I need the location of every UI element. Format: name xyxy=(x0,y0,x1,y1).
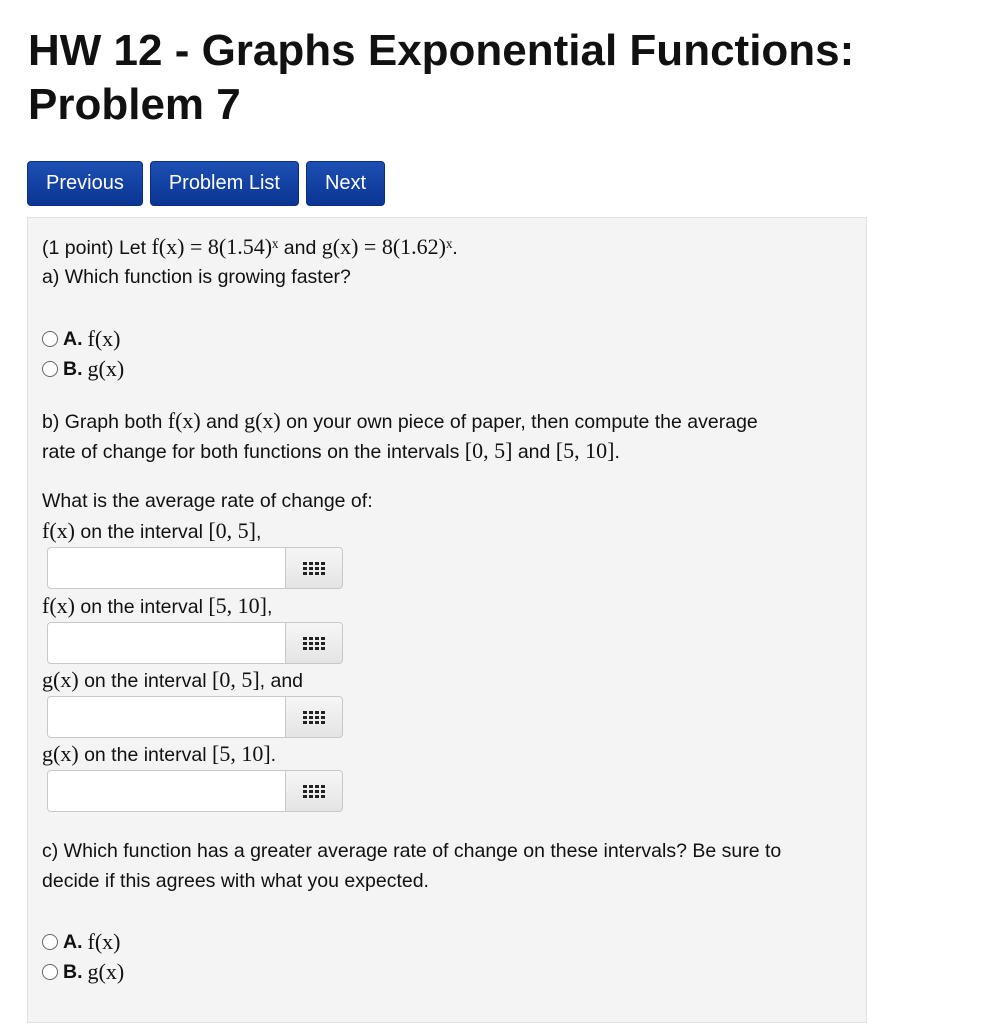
answer-group xyxy=(47,547,343,589)
problem-intro: (1 point) Let f(x) = 8(1.54)ˣ and g(x) = 8(1.62)ˣ. xyxy=(42,234,458,259)
part-c-choice-b[interactable]: B. g(x) xyxy=(42,957,124,987)
part-c-line-2: decide if this agrees with what you expected. xyxy=(42,870,429,892)
next-button[interactable]: Next xyxy=(306,161,385,206)
answer-input[interactable] xyxy=(47,696,285,738)
problem-panel xyxy=(27,217,867,1023)
grid-icon xyxy=(303,711,325,724)
radio-button[interactable] xyxy=(42,964,58,980)
f-definition: f(x) = 8(1.54)ˣ xyxy=(151,234,279,259)
answer-group xyxy=(47,770,343,812)
answer-group xyxy=(47,622,343,664)
part-c-line-1: c) Which function has a greater average rate of change on these intervals? Be sure to xyxy=(42,840,782,862)
part-a-choice-a[interactable]: A. f(x) xyxy=(42,324,120,354)
page-title: HW 12 - Graphs Exponential Functions: Problem 7 xyxy=(28,26,855,129)
answer-input[interactable] xyxy=(47,770,285,812)
part-a-choice-b[interactable]: B. g(x) xyxy=(42,354,124,384)
answer-input[interactable] xyxy=(47,547,285,589)
equation-editor-button[interactable] xyxy=(285,696,343,738)
answer-group xyxy=(47,696,343,738)
part-a-question: a) Which function is growing faster? xyxy=(42,266,351,288)
average-rate-prompt: What is the average rate of change of: xyxy=(42,490,373,512)
part-c-choice-a[interactable]: A. f(x) xyxy=(42,927,120,957)
question-label: f(x) on the interval [5, 10], xyxy=(42,593,273,618)
problem-nav xyxy=(27,161,385,206)
previous-button[interactable]: Previous xyxy=(27,161,143,206)
problem-list-button[interactable]: Problem List xyxy=(150,161,299,206)
equation-editor-button[interactable] xyxy=(285,547,343,589)
question-label: f(x) on the interval [0, 5], xyxy=(42,518,262,543)
radio-button[interactable] xyxy=(42,361,58,377)
equation-editor-button[interactable] xyxy=(285,622,343,664)
grid-icon xyxy=(303,562,325,575)
equation-editor-button[interactable] xyxy=(285,770,343,812)
question-label: g(x) on the interval [0, 5], and xyxy=(42,667,304,692)
radio-button[interactable] xyxy=(42,331,58,347)
part-b-line-1: b) Graph both f(x) and g(x) on your own piece of paper, then compute the average xyxy=(42,408,758,433)
grid-icon xyxy=(303,637,325,650)
grid-icon xyxy=(303,785,325,798)
g-definition: g(x) = 8(1.62)ˣ xyxy=(321,234,453,259)
answer-input[interactable] xyxy=(47,622,285,664)
part-b-line-2: rate of change for both functions on the intervals [0, 5] and [5, 10]. xyxy=(42,438,620,463)
question-label: g(x) on the interval [5, 10]. xyxy=(42,741,277,766)
radio-button[interactable] xyxy=(42,934,58,950)
